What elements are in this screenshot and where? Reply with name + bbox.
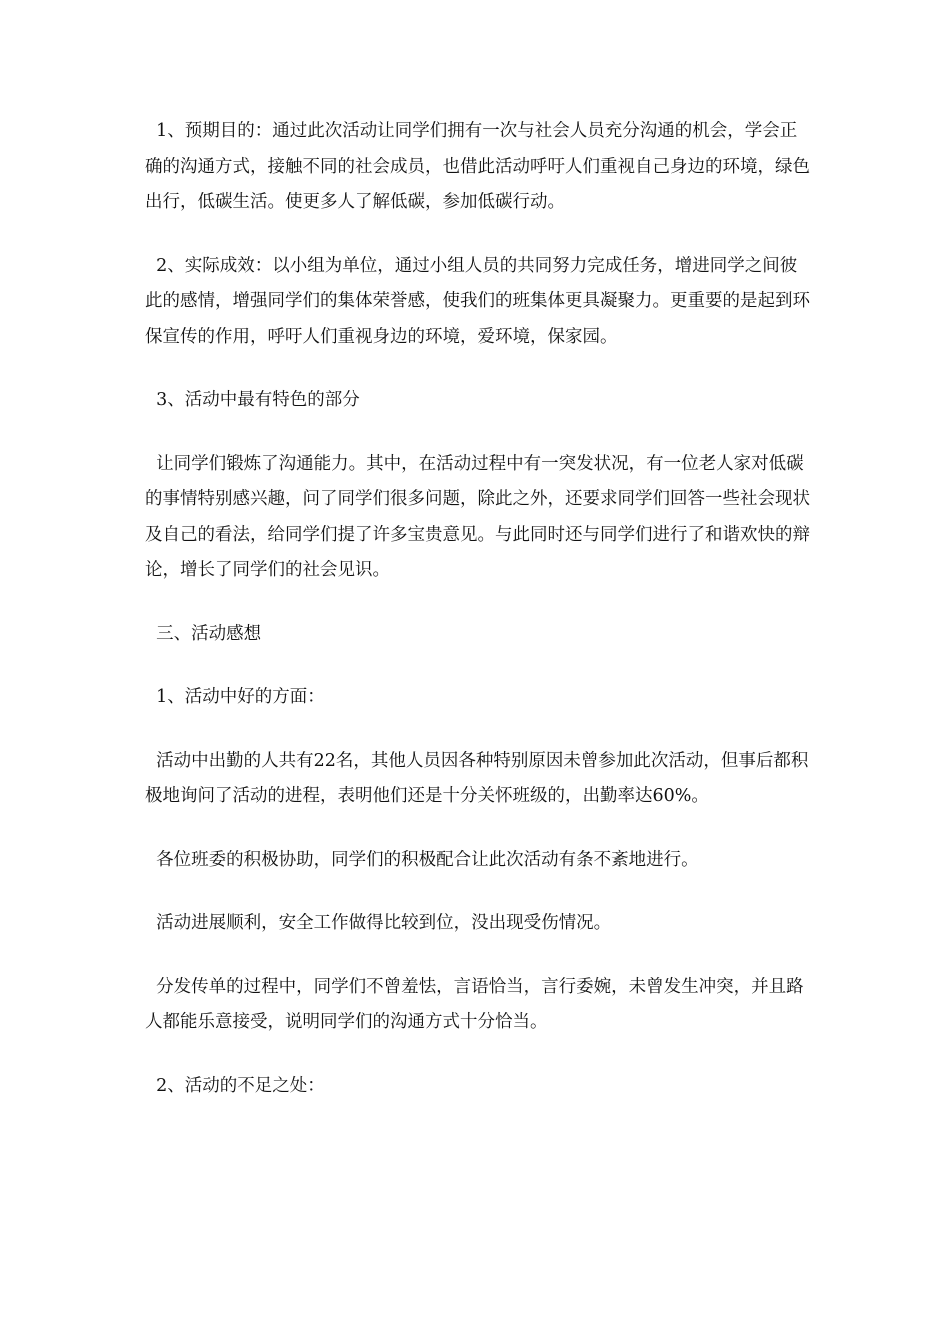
paragraph-flyers: 分发传单的过程中，同学们不曾羞怯，言语恰当，言行委婉，未曾发生冲突，并且路人都能乐意接受，说明同学们的沟通方式十分恰当。 bbox=[145, 976, 804, 1032]
paragraph-highlight-body: 让同学们锻炼了沟通能力。其中，在活动过程中有一突发状况，有一位老人家对低碳的事情特别感兴趣，问了同学们很多问题，除此之外，还要求同学们回答一些社会现状及自己的看法，给同学们提了许多宝贵意见。与此同时还与同学们进行了和谐欢快的辩论，增长了同学们的社会见识。 bbox=[145, 453, 810, 580]
paragraph-good-aspects-heading: 1、活动中好的方面： bbox=[145, 687, 325, 707]
paragraph-attendance: 活动中出勤的人共有22名，其他人员因各种特别原因未曾参加此次活动，但事后都积极地询问了活动的进程，表明他们还是十分关怀班级的，出勤率达60%。 bbox=[145, 750, 809, 806]
paragraph-safety: 活动进展顺利，安全工作做得比较到位，没出现受伤情况。 bbox=[145, 913, 612, 933]
paragraph-committee: 各位班委的积极协助，同学们的积极配合让此次活动有条不紊地进行。 bbox=[145, 849, 699, 870]
paragraph-highlight-heading: 3、活动中最有特色的部分 bbox=[145, 390, 360, 410]
document-body bbox=[145, 114, 810, 1104]
section-heading-reflections: 三、活动感想 bbox=[145, 623, 262, 644]
paragraph-results: 2、实际成效：以小组为单位，通过小组人员的共同努力完成任务，增进同学之间彼此的感情，增强同学们的集体荣誉感，使我们的班集体更具凝聚力。更重要的是起到环保宣传的作用，呼吁人们重视身边的环境，爱环境，保家园。 bbox=[145, 255, 810, 347]
paragraph-goal: 1、预期目的：通过此次活动让同学们拥有一次与社会人员充分沟通的机会，学会正确的沟通方式，接触不同的社会成员，也借此活动呼吁人们重视自己身边的环境，绿色出行，低碳生活。使更多人了解低碳，参加低碳行动。 bbox=[145, 121, 810, 212]
paragraph-shortcomings-heading: 2、活动的不足之处： bbox=[145, 1075, 325, 1096]
